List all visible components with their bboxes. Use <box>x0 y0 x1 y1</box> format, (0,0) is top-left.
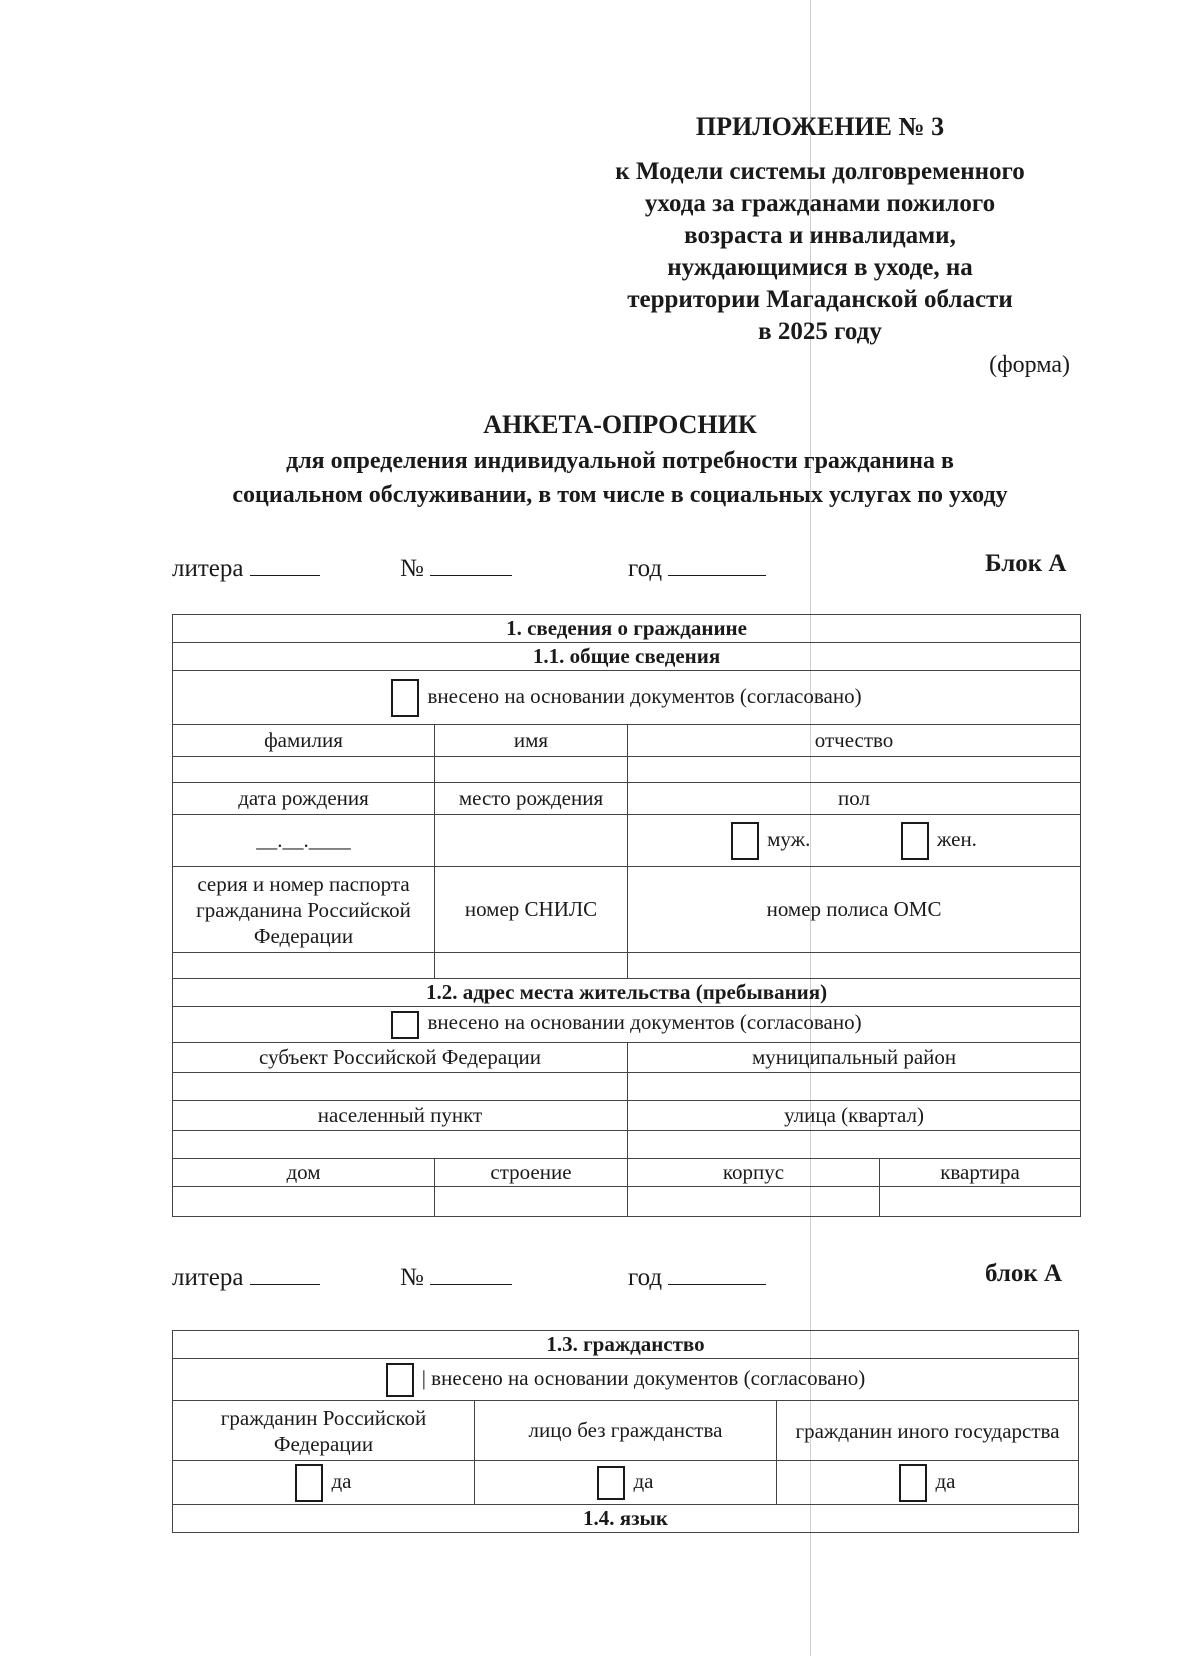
citizen-rf-yes: да <box>331 1468 352 1493</box>
oms-label: номер полиса ОМС <box>628 867 1081 953</box>
section-1-3-header: 1.3. гражданство <box>173 1331 1079 1359</box>
name-label: имя <box>435 725 628 757</box>
name-input[interactable] <box>435 757 628 783</box>
year-blank[interactable] <box>668 553 766 576</box>
year-label: год <box>628 555 663 582</box>
appendix-line-3: возраста и инвалидами, <box>684 222 956 249</box>
year-blank-2[interactable] <box>668 1262 766 1285</box>
address-docs-checkbox[interactable] <box>391 1011 419 1039</box>
form-note: (форма) <box>989 352 1070 378</box>
passport-input[interactable] <box>173 953 435 979</box>
citizenship-docs-label: | внесено на основании документов (согласовано) <box>421 1365 866 1390</box>
citizen-rf-label: гражданин Российской Федерации <box>173 1401 475 1461</box>
snils-input[interactable] <box>435 953 628 979</box>
citizen-rf-option <box>173 1461 475 1505</box>
birth-place-label: место рождения <box>435 783 628 815</box>
appendix-line-6: в 2025 году <box>758 318 882 345</box>
citizenship-docs-checkbox[interactable] <box>386 1363 414 1397</box>
number-blank[interactable] <box>430 553 512 576</box>
questionnaire-subtitle <box>140 444 1100 512</box>
number-blank-2[interactable] <box>430 1262 512 1285</box>
litera-label-2: литера <box>172 1264 244 1291</box>
birth-place-input[interactable] <box>435 815 628 867</box>
citizenship-table <box>172 1330 1079 1533</box>
settlement-input[interactable] <box>173 1131 628 1159</box>
settlement-label: населенный пункт <box>173 1101 628 1131</box>
house-label: дом <box>173 1159 435 1187</box>
subject-input[interactable] <box>173 1073 628 1101</box>
citizen-rf-checkbox[interactable] <box>295 1464 323 1502</box>
number-label: № <box>400 555 424 582</box>
appendix-title: ПРИЛОЖЕНИЕ № 3 <box>695 112 945 141</box>
questionnaire-title: АНКЕТА-ОПРОСНИК <box>483 410 757 439</box>
surname-input[interactable] <box>173 757 435 783</box>
address-docs-row <box>173 1007 1081 1043</box>
block-label-1: Блок А <box>985 550 1067 577</box>
surname-label: фамилия <box>173 725 435 757</box>
snils-label: номер СНИЛС <box>435 867 628 953</box>
section-1-4-header: 1.4. язык <box>173 1505 1079 1533</box>
district-label: муниципальный район <box>628 1043 1081 1073</box>
litera-blank[interactable] <box>250 553 320 576</box>
docs-confirmed-label: внесено на основании документов (согласовано) <box>427 683 862 708</box>
oms-input[interactable] <box>628 953 1081 979</box>
number-field-1 <box>400 553 512 583</box>
male-label: муж. <box>767 826 811 851</box>
male-checkbox[interactable] <box>731 822 759 860</box>
subject-label: субъект Российской Федерации <box>173 1043 628 1073</box>
address-docs-label: внесено на основании документов (согласовано) <box>427 1010 862 1035</box>
passport-label: серия и номер паспорта гражданина Российской Федерации <box>173 867 435 953</box>
year-field-1 <box>628 553 766 583</box>
citizen-info-table <box>172 614 1081 1217</box>
birth-date-input[interactable]: __.__.____ <box>173 815 435 867</box>
subtitle-line-1: для определения индивидуальной потребности гражданина в <box>286 448 954 474</box>
block-label-2: блок А <box>985 1260 1063 1287</box>
patronymic-input[interactable] <box>628 757 1081 783</box>
number-label-2: № <box>400 1264 424 1291</box>
corpus-input[interactable] <box>628 1187 880 1217</box>
appendix-line-1: к Модели системы долговременного <box>615 158 1025 185</box>
apartment-label: квартира <box>880 1159 1081 1187</box>
year-field-2 <box>628 1262 766 1292</box>
foreign-checkbox[interactable] <box>899 1464 927 1502</box>
appendix-header <box>560 112 1080 348</box>
litera-field-2 <box>172 1262 320 1292</box>
birth-date-label: дата рождения <box>173 783 435 815</box>
house-input[interactable] <box>173 1187 435 1217</box>
building-input[interactable] <box>435 1187 628 1217</box>
section-1-1-header: 1.1. общие сведения <box>173 643 1081 671</box>
building-label: строение <box>435 1159 628 1187</box>
section-1-2-header: 1.2. адрес места жительства (пребывания) <box>173 979 1081 1007</box>
district-input[interactable] <box>628 1073 1081 1101</box>
street-input[interactable] <box>628 1131 1081 1159</box>
patronymic-label: отчество <box>628 725 1081 757</box>
stateless-yes: да <box>633 1468 654 1493</box>
docs-confirmed-row <box>173 671 1081 725</box>
stateless-checkbox[interactable] <box>597 1466 625 1500</box>
foreign-yes: да <box>935 1468 956 1493</box>
citizenship-docs-row <box>173 1359 1079 1401</box>
stateless-option <box>475 1461 777 1505</box>
litera-label: литера <box>172 555 244 582</box>
appendix-line-5: территории Магаданской области <box>627 286 1013 313</box>
foreign-citizen-label: гражданин иного государства <box>777 1401 1079 1461</box>
corpus-label: корпус <box>628 1159 880 1187</box>
sex-label: пол <box>628 783 1081 815</box>
year-label-2: год <box>628 1264 663 1291</box>
litera-blank-2[interactable] <box>250 1262 320 1285</box>
female-label: жен. <box>936 826 977 851</box>
street-label: улица (квартал) <box>628 1101 1081 1131</box>
docs-confirmed-checkbox[interactable] <box>391 679 419 717</box>
stateless-label: лицо без гражданства <box>475 1401 777 1461</box>
apartment-input[interactable] <box>880 1187 1081 1217</box>
appendix-line-4: нуждающимися в уходе, на <box>667 254 973 281</box>
number-field-2 <box>400 1262 512 1292</box>
foreign-option <box>777 1461 1079 1505</box>
section-1-header: 1. сведения о гражданине <box>173 615 1081 643</box>
litera-field-1 <box>172 553 320 583</box>
subtitle-line-2: социальном обслуживании, в том числе в социальных услугах по уходу <box>232 482 1008 508</box>
sex-options <box>628 815 1081 867</box>
female-checkbox[interactable] <box>901 822 929 860</box>
appendix-line-2: ухода за гражданами пожилого <box>644 190 996 217</box>
